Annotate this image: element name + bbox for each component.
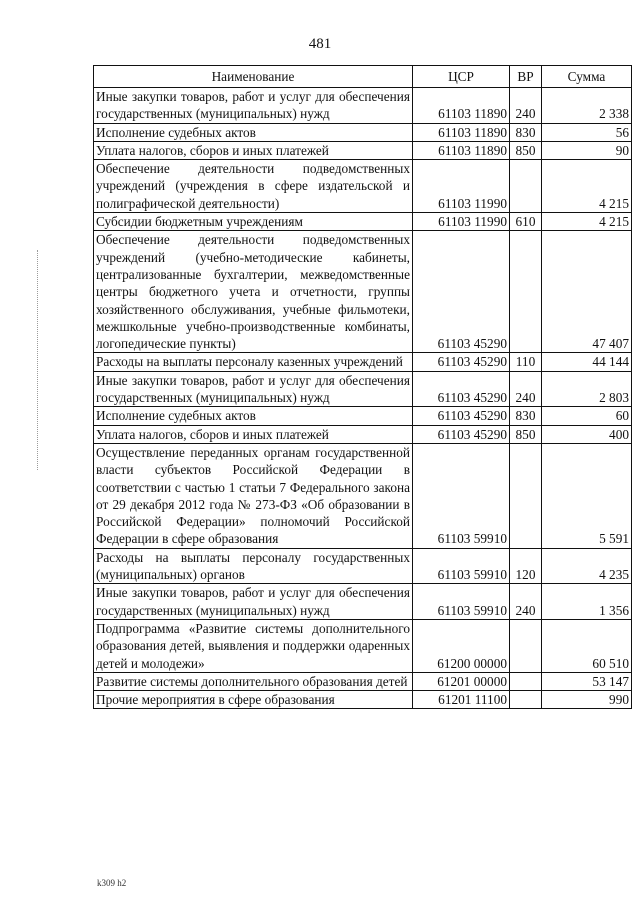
row-vr: 850 [510, 425, 542, 443]
row-sum: 2 803 [542, 371, 632, 407]
table-row [94, 548, 632, 584]
header-csr: ЦСР [413, 66, 510, 88]
row-name: Уплата налогов, сборов и иных платежей [94, 141, 413, 159]
row-name: Развитие системы дополнительного образования детей [94, 672, 413, 690]
row-vr [510, 691, 542, 709]
row-sum: 990 [542, 691, 632, 709]
row-csr: 61103 59910 [413, 548, 510, 584]
row-sum: 1 356 [542, 584, 632, 620]
row-sum: 4 235 [542, 548, 632, 584]
table-row [94, 672, 632, 690]
row-csr: 61103 45290 [413, 231, 510, 353]
row-vr: 610 [510, 213, 542, 231]
row-vr [510, 160, 542, 213]
row-csr: 61103 11990 [413, 160, 510, 213]
row-csr: 61103 11890 [413, 88, 510, 124]
row-vr [510, 672, 542, 690]
row-vr: 110 [510, 353, 542, 371]
row-vr [510, 443, 542, 548]
table-row [94, 407, 632, 425]
row-sum: 56 [542, 123, 632, 141]
row-name: Обеспечение деятельности подведомственных учреждений (учебно-методические кабинеты, централизованные бухгалтерии, межведомственные центры бюджетного учета и отчетности, группы хозяйственного обслуживания, учебные фильмотеки, межшкольные учебно-производственные комбинаты, логопедические пункты) [94, 231, 413, 353]
row-name: Уплата налогов, сборов и иных платежей [94, 425, 413, 443]
page-number: 481 [308, 36, 332, 52]
row-csr: 61103 11990 [413, 213, 510, 231]
table-row [94, 425, 632, 443]
row-csr: 61201 00000 [413, 672, 510, 690]
row-sum: 2 338 [542, 88, 632, 124]
row-name: Иные закупки товаров, работ и услуг для обеспечения государственных (муниципальных) нужд [94, 584, 413, 620]
header-sum: Сумма [542, 66, 632, 88]
row-csr: 61103 45290 [413, 407, 510, 425]
row-name: Подпрограмма «Развитие системы дополнительного образования детей, выявления и поддержки одаренных детей и молодежи» [94, 619, 413, 672]
row-sum: 90 [542, 141, 632, 159]
row-name: Субсидии бюджетным учреждениям [94, 213, 413, 231]
budget-table [93, 65, 632, 709]
row-name: Иные закупки товаров, работ и услуг для обеспечения государственных (муниципальных) нужд [94, 88, 413, 124]
row-name: Осуществление переданных органам государственной власти субъектов Российской Федерации в соответствии с частью 1 статьи 7 Федерального закона от 29 декабря 2012 года № 273-ФЗ «Об образовании в Российской Федерации» полномочий Российской Федерации в сфере образования [94, 443, 413, 548]
row-vr: 830 [510, 123, 542, 141]
header-name: Наименование [94, 66, 413, 88]
row-name: Исполнение судебных актов [94, 123, 413, 141]
row-sum: 400 [542, 425, 632, 443]
row-csr: 61103 45290 [413, 371, 510, 407]
table-row [94, 88, 632, 124]
table-row [94, 619, 632, 672]
row-csr: 61103 11890 [413, 141, 510, 159]
table-row [94, 443, 632, 548]
row-csr: 61201 11100 [413, 691, 510, 709]
row-sum: 44 144 [542, 353, 632, 371]
row-name: Прочие мероприятия в сфере образования [94, 691, 413, 709]
row-csr: 61103 59910 [413, 443, 510, 548]
row-sum: 5 591 [542, 443, 632, 548]
row-name: Исполнение судебных актов [94, 407, 413, 425]
row-vr [510, 619, 542, 672]
row-csr: 61103 59910 [413, 584, 510, 620]
row-vr: 240 [510, 371, 542, 407]
row-name: Расходы на выплаты персоналу государственных (муниципальных) органов [94, 548, 413, 584]
row-vr: 120 [510, 548, 542, 584]
row-vr: 830 [510, 407, 542, 425]
table-row [94, 584, 632, 620]
row-csr: 61103 45290 [413, 425, 510, 443]
row-name: Обеспечение деятельности подведомственных учреждений (учреждения в сфере издательской и полиграфической деятельности) [94, 160, 413, 213]
row-name: Иные закупки товаров, работ и услуг для обеспечения государственных (муниципальных) нужд [94, 371, 413, 407]
row-sum: 60 510 [542, 619, 632, 672]
footer-code: k309 h2 [97, 878, 127, 888]
row-vr: 240 [510, 88, 542, 124]
row-csr: 61200 00000 [413, 619, 510, 672]
header-vr: ВР [510, 66, 542, 88]
table-row [94, 353, 632, 371]
table-row [94, 691, 632, 709]
table-row [94, 231, 632, 353]
table-header-row [94, 66, 632, 88]
row-vr [510, 231, 542, 353]
row-csr: 61103 11890 [413, 123, 510, 141]
row-sum: 47 407 [542, 231, 632, 353]
row-vr: 850 [510, 141, 542, 159]
scan-margin-marks [37, 250, 38, 470]
table-row [94, 141, 632, 159]
row-sum: 53 147 [542, 672, 632, 690]
row-sum: 4 215 [542, 160, 632, 213]
row-sum: 60 [542, 407, 632, 425]
table-row [94, 213, 632, 231]
row-name: Расходы на выплаты персоналу казенных учреждений [94, 353, 413, 371]
row-sum: 4 215 [542, 213, 632, 231]
row-csr: 61103 45290 [413, 353, 510, 371]
table-row [94, 371, 632, 407]
table-row [94, 123, 632, 141]
table-row [94, 160, 632, 213]
row-vr: 240 [510, 584, 542, 620]
